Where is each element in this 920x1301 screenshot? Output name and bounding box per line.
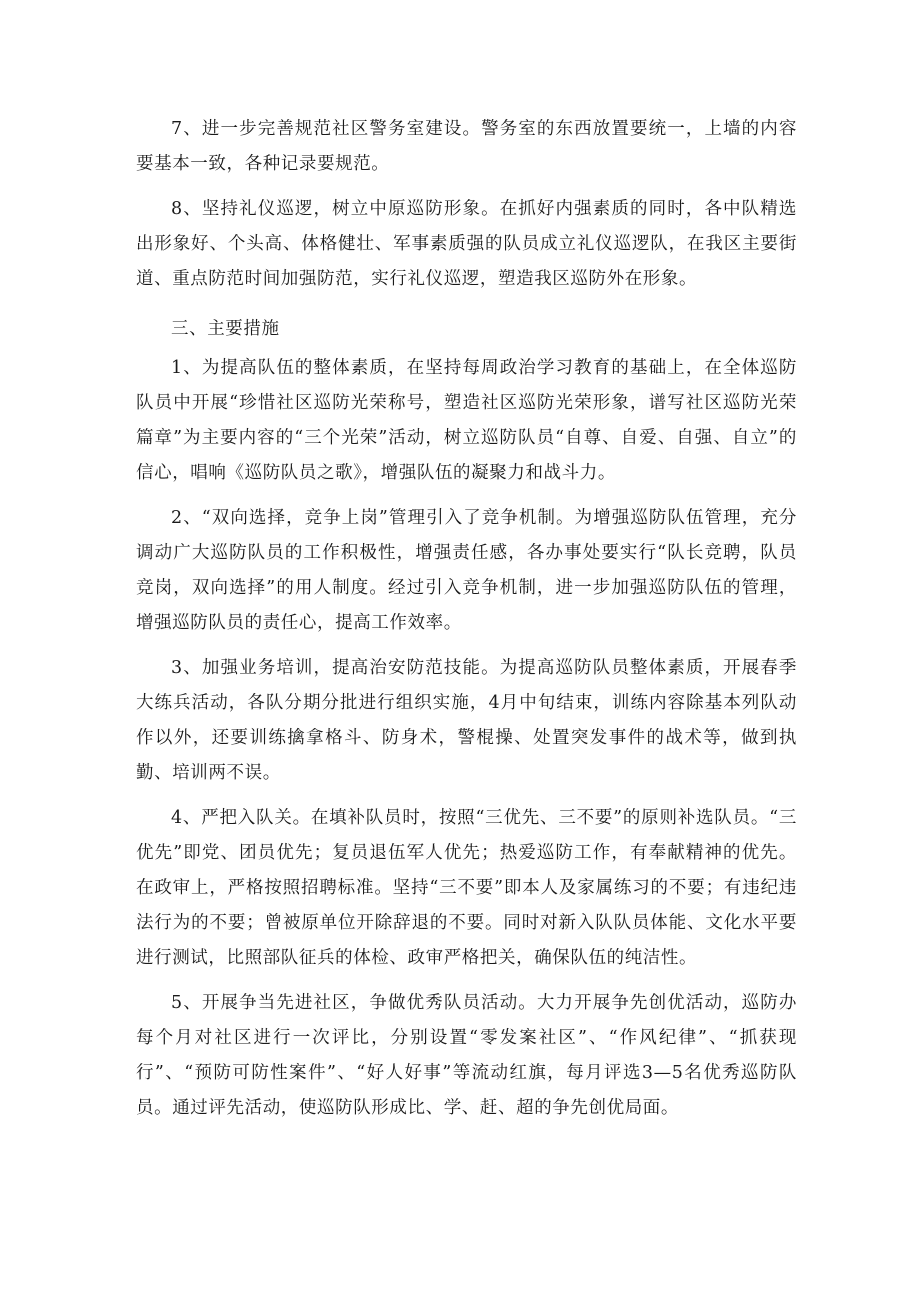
paragraph-item-7: 7、进一步完善规范社区警务室建设。警务室的东西放置要统一，上墙的内容要基本一致，各种记录要规范。 xyxy=(136,119,797,174)
paragraph-measure-3: 3、加强业务培训，提高治安防范技能。为提高巡防队员整体素质，开展春季大练兵活动，各队分期分批进行组织实施，4月中旬结束，训练内容除基本列队动作以外，还要训练擒拿格斗、防身术，警棍操、处置突发事件的战术等，做到执勤、培训两不误。 xyxy=(136,658,797,783)
document-body xyxy=(136,112,797,1136)
paragraph-item-8: 8、坚持礼仪巡逻，树立中原巡防形象。在抓好内强素质的同时，各中队精选出形象好、个头高、体格健壮、军事素质强的队员成立礼仪巡逻队，在我区主要街道、重点防范时间加强防范，实行礼仪巡逻，塑造我区巡防外在形象。 xyxy=(136,199,797,289)
paragraph-measure-1: 1、为提高队伍的整体素质，在坚持每周政治学习教育的基础上，在全体巡防队员中开展“珍惜社区巡防光荣称号，塑造社区巡防光荣形象，谱写社区巡防光荣篇章”为主要内容的“三个光荣”活动，树立巡防队员“自尊、自爱、自强、自立”的信心，唱响《巡防队员之歌》，增强队伍的凝聚力和战斗力。 xyxy=(136,358,797,483)
paragraph-measure-5: 5、开展争当先进社区，争做优秀队员活动。大力开展争先创优活动，巡防办每个月对社区进行一次评比，分别设置“零发案社区”、“作风纪律”、“抓获现行”、“预防可防性案件”、“好人好事”等流动红旗，每月评选3—5名优秀巡防队员。通过评先活动，使巡防队形成比、学、赶、超的争先创优局面。 xyxy=(136,993,797,1118)
paragraph-measure-2: 2、“双向选择，竞争上岗”管理引入了竞争机制。为增强巡防队伍管理，充分调动广大巡防队员的工作积极性，增强责任感，各办事处要实行“队长竞聘，队员竞岗，双向选择”的用人制度。经过引入竞争机制，进一步加强巡防队伍的管理，增强巡防队员的责任心，提高工作效率。 xyxy=(136,508,797,633)
section-heading-main-measures: 三、主要措施 xyxy=(171,319,280,339)
paragraph-measure-4: 4、严把入队关。在填补队员时，按照“三优先、三不要”的原则补选队员。“三优先”即党、团员优先；复员退伍军人优先；热爱巡防工作，有奉献精神的优先。在政审上，严格按照招聘标准。坚持“三不要”即本人及家属练习的不要；有违纪违法行为的不要；曾被原单位开除辞退的不要。同时对新入队队员体能、文化水平要进行测试，比照部队征兵的体检、政审严格把关，确保队伍的纯洁性。 xyxy=(136,808,797,968)
